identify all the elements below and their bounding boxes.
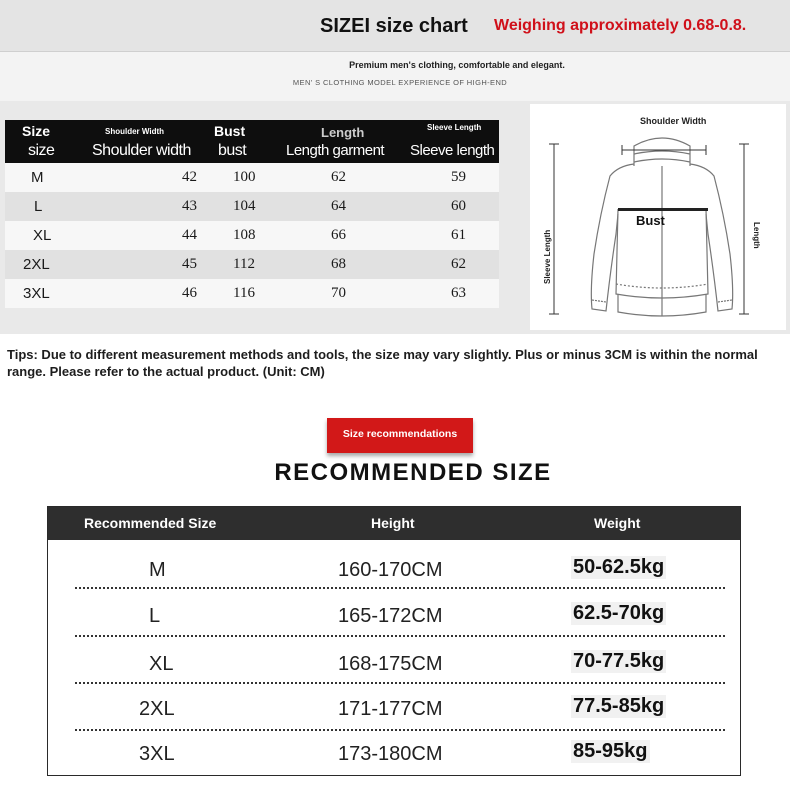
length-label: Length [752, 222, 761, 249]
header-weight: Weight [594, 515, 641, 531]
tagline: MEN' S CLOTHING MODEL EXPERIENCE OF HIGH-END [292, 78, 508, 87]
header-shoulder: Shoulder Width Shoulder width [92, 127, 191, 159]
header-height: Height [371, 515, 415, 531]
recommended-row-xl: XL 168-175CM 70-77.5kg [149, 650, 665, 675]
header-bust: Bust bust [214, 123, 247, 159]
header-sleeve: Sleeve Length Sleeve length [410, 123, 495, 159]
subtitle: Premium men's clothing, comfortable and elegant. [349, 60, 565, 70]
size-table-header [5, 120, 499, 163]
recommended-row-m: M 160-170CM 50-62.5kg [149, 556, 665, 581]
size-recommendations-badge: Size recommendations [327, 418, 473, 453]
recommended-row-3xl: 3XL 173-180CM 85-95kg [139, 740, 648, 765]
row-divider [75, 635, 725, 637]
recommended-size-title: RECOMMENDED SIZE [274, 459, 552, 486]
size-row-2xl: 2XL 45 112 68 62 [5, 250, 499, 279]
bust-label: Bust [636, 213, 665, 228]
sleeve-length-label: Sleeve Length [543, 229, 552, 284]
size-row-l: L 43 104 64 60 [5, 192, 499, 221]
header-length: Length Length garment [286, 125, 385, 159]
row-divider [75, 587, 725, 589]
recommended-table-header [48, 507, 740, 540]
recommended-row-2xl: 2XL 171-177CM 77.5-85kg [139, 695, 665, 720]
header-recommended-size: Recommended Size [84, 515, 217, 531]
shoulder-width-label: Shoulder Width [640, 116, 707, 126]
size-row-m: M 42 100 62 59 [5, 163, 499, 192]
size-row-3xl: 3XL 46 116 70 63 [5, 279, 499, 308]
jacket-outline-illustration [530, 104, 786, 330]
size-row-xl: XL 44 108 66 61 [5, 221, 499, 250]
page-title: SIZEI size chart [320, 15, 468, 37]
recommended-size-table [47, 506, 741, 776]
measurement-tips: Tips: Due to different measurement methods and tools, the size may vary slightly. Plus or minus 3CM is within the normal range. Please refer to the actual product. (Unit: CM) [7, 347, 758, 379]
recommended-row-l: L 165-172CM 62.5-70kg [149, 602, 665, 627]
garment-measurement-diagram [530, 104, 786, 330]
size-table [5, 120, 499, 308]
weight-note: Weighing approximately 0.68-0.8. [494, 17, 747, 34]
header-size: Size size [22, 123, 55, 159]
